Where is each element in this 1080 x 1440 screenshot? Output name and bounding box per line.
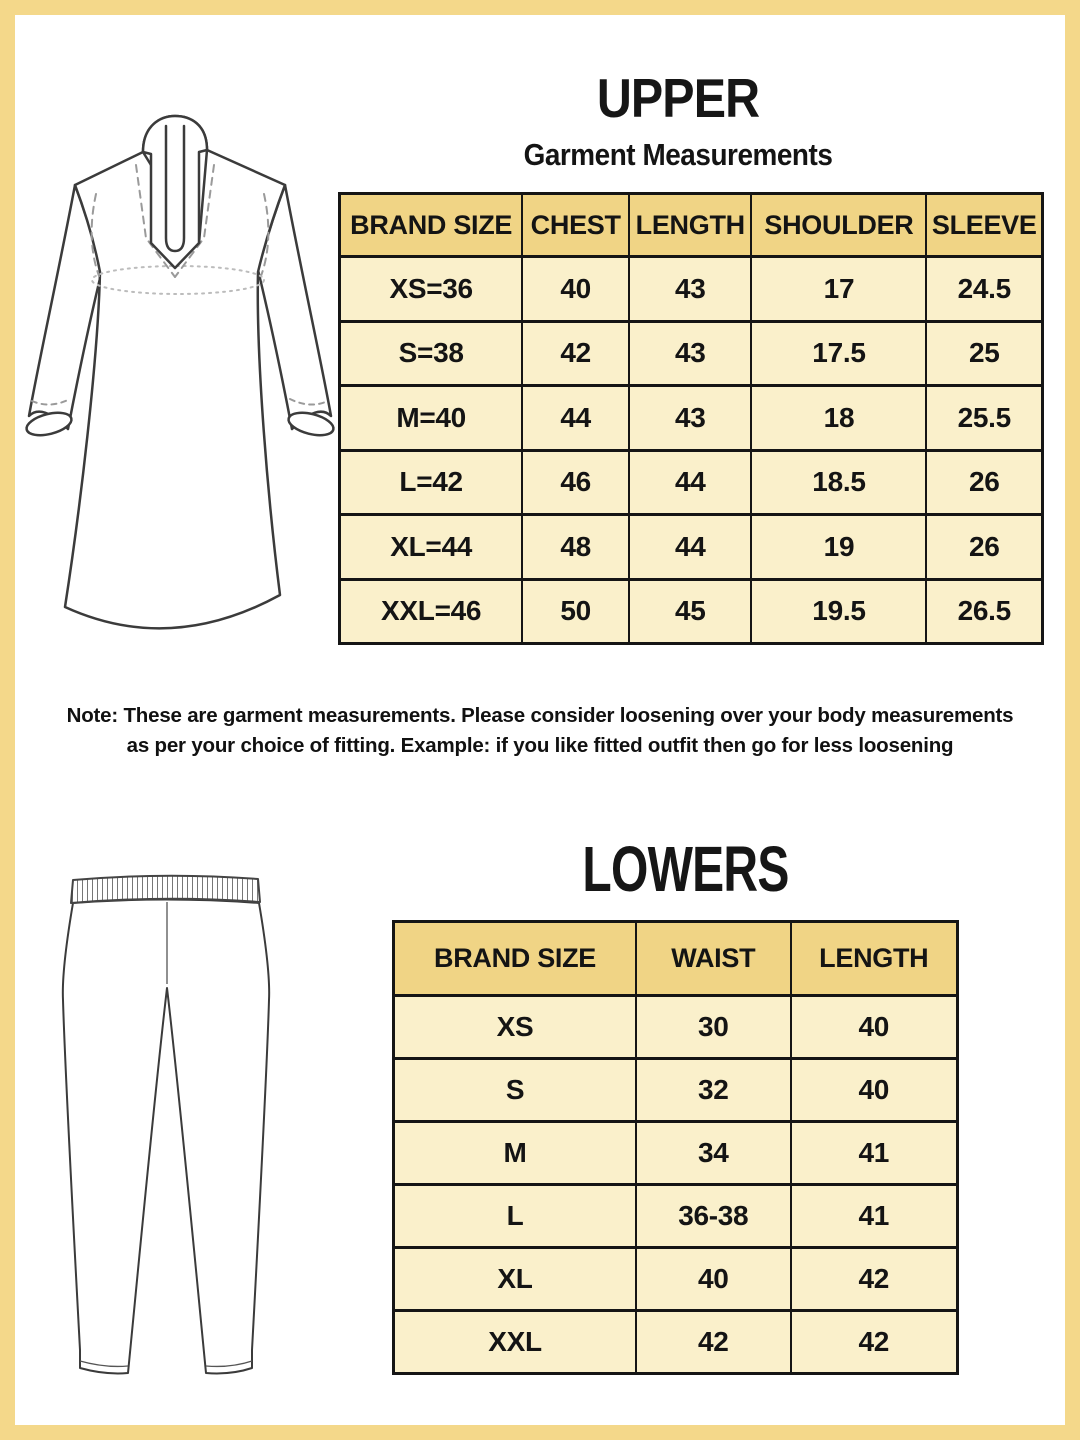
upper-size-table xyxy=(338,192,1044,645)
table-cell: 41 xyxy=(791,1122,958,1185)
table-cell: 42 xyxy=(522,321,629,386)
table-cell: 26 xyxy=(926,515,1042,580)
table-cell: 48 xyxy=(522,515,629,580)
table-row xyxy=(340,257,1043,322)
upper-header-row xyxy=(340,194,1043,257)
table-cell: S xyxy=(394,1059,637,1122)
table-cell: 50 xyxy=(522,579,629,644)
table-cell: 19.5 xyxy=(751,579,926,644)
table-row xyxy=(394,1248,958,1311)
table-cell: 43 xyxy=(629,321,751,386)
note-line-1: Note: These are garment measurements. Please consider loosening over your body measurements xyxy=(66,704,1014,727)
table-cell: 17.5 xyxy=(751,321,926,386)
column-header-length: LENGTH xyxy=(629,194,751,257)
table-cell: L=42 xyxy=(340,450,523,515)
table-cell: 41 xyxy=(791,1185,958,1248)
table-row xyxy=(394,996,958,1059)
table-cell: 18 xyxy=(751,386,926,451)
table-cell: 44 xyxy=(522,386,629,451)
table-cell: 42 xyxy=(791,1248,958,1311)
table-cell: 45 xyxy=(629,579,751,644)
table-cell: 42 xyxy=(791,1311,958,1374)
table-cell: 43 xyxy=(629,257,751,322)
table-cell: 43 xyxy=(629,386,751,451)
table-cell: 40 xyxy=(522,257,629,322)
table-row xyxy=(340,450,1043,515)
table-cell: XL xyxy=(394,1248,637,1311)
table-cell: 19 xyxy=(751,515,926,580)
table-cell: L xyxy=(394,1185,637,1248)
table-row xyxy=(340,321,1043,386)
table-cell: XS xyxy=(394,996,637,1059)
column-header-waist: WAIST xyxy=(636,922,791,996)
table-cell: 26.5 xyxy=(926,579,1042,644)
table-row xyxy=(340,579,1043,644)
table-cell: XXL xyxy=(394,1311,637,1374)
column-header-chest: CHEST xyxy=(522,194,629,257)
table-cell: 42 xyxy=(636,1311,791,1374)
table-row xyxy=(394,1185,958,1248)
column-header-brand-size: BRAND SIZE xyxy=(340,194,523,257)
kurta-illustration xyxy=(20,110,340,660)
table-cell: 40 xyxy=(636,1248,791,1311)
table-cell: 25.5 xyxy=(926,386,1042,451)
table-cell: M=40 xyxy=(340,386,523,451)
table-cell: 30 xyxy=(636,996,791,1059)
table-row xyxy=(340,386,1043,451)
table-cell: XS=36 xyxy=(340,257,523,322)
table-row xyxy=(340,515,1043,580)
table-cell: 25 xyxy=(926,321,1042,386)
table-cell: 40 xyxy=(791,1059,958,1122)
table-cell: 44 xyxy=(629,450,751,515)
upper-section-title: UPPER xyxy=(596,67,760,129)
table-cell: 36-38 xyxy=(636,1185,791,1248)
table-row xyxy=(394,1122,958,1185)
note-line-2: as per your choice of fitting. Example: if you like fitted outfit then go for less loosening xyxy=(126,734,954,757)
table-cell: 34 xyxy=(636,1122,791,1185)
table-row xyxy=(394,1311,958,1374)
table-cell: M xyxy=(394,1122,637,1185)
table-cell: 26 xyxy=(926,450,1042,515)
table-cell: 44 xyxy=(629,515,751,580)
column-header-brand-size: BRAND SIZE xyxy=(394,922,637,996)
lowers-section-title: LOWERS xyxy=(582,833,789,905)
table-cell: XXL=46 xyxy=(340,579,523,644)
column-header-sleeve: SLEEVE xyxy=(926,194,1042,257)
table-cell: 24.5 xyxy=(926,257,1042,322)
column-header-length: LENGTH xyxy=(791,922,958,996)
table-cell: XL=44 xyxy=(340,515,523,580)
table-cell: 46 xyxy=(522,450,629,515)
column-header-shoulder: SHOULDER xyxy=(751,194,926,257)
table-cell: 32 xyxy=(636,1059,791,1122)
measurement-note xyxy=(15,701,1065,761)
lowers-size-table xyxy=(392,920,959,1375)
lowers-header-row xyxy=(394,922,958,996)
table-cell: 40 xyxy=(791,996,958,1059)
pants-illustration xyxy=(35,870,365,1385)
table-cell: 18.5 xyxy=(751,450,926,515)
upper-section-subtitle: Garment Measurements xyxy=(523,137,833,172)
table-cell: 17 xyxy=(751,257,926,322)
table-row xyxy=(394,1059,958,1122)
table-cell: S=38 xyxy=(340,321,523,386)
